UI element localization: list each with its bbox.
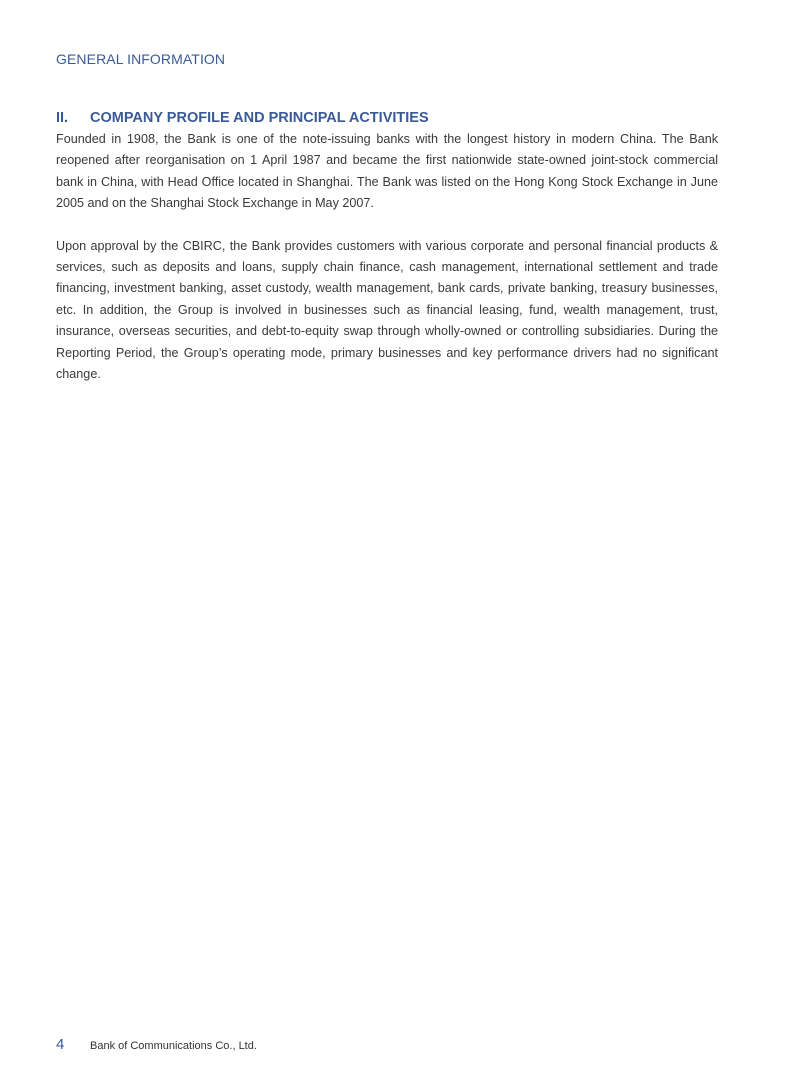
section-title: COMPANY PROFILE AND PRINCIPAL ACTIVITIES <box>90 110 429 126</box>
footer-company-name: Bank of Communications Co., Ltd. <box>90 1040 257 1052</box>
page-header-title: GENERAL INFORMATION <box>56 51 226 67</box>
section-number: II. <box>56 110 69 126</box>
page-footer <box>56 1036 257 1053</box>
paragraph-business: Upon approval by the CBIRC, the Bank provides customers with various corporate and personal financial products & services, such as deposits and loans, supply chain finance, cash management, international settlement and trade financing, investment banking, asset custody, wealth management, bank cards, private banking, treasury businesses, etc. In addition, the Group is involved in businesses such as financial leasing, fund, wealth management, trust, insurance, overseas securities, and debt-to-equity swap through wholly-owned or controlling subsidiaries. During the Reporting Period, the Group’s operating mode, primary businesses and key performance drivers had no significant change. <box>56 238 718 382</box>
section-heading <box>56 110 718 126</box>
paragraph-history: Founded in 1908, the Bank is one of the note-issuing banks with the longest history in modern China. The Bank reopened after reorganisation on 1 April 1987 and became the first nationwide state-owned joint-stock commercial bank in China, with Head Office located in Shanghai. The Bank was listed on the Hong Kong Stock Exchange in June 2005 and on the Shanghai Stock Exchange in May 2007. <box>56 132 718 211</box>
company-profile-section <box>56 110 718 385</box>
page-number: 4 <box>56 1036 65 1053</box>
